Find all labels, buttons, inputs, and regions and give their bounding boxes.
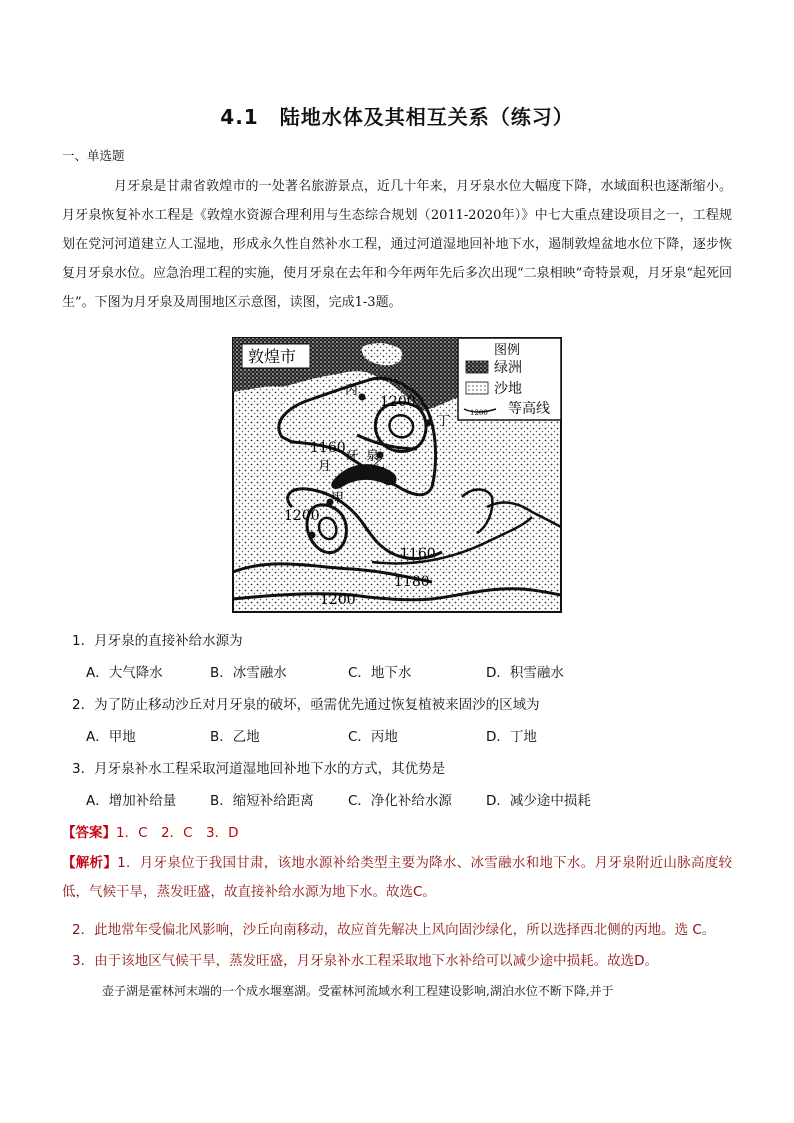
q3-option-b[interactable]: B．缩短补给距离: [210, 793, 314, 809]
legend-contour-label: 等高线: [508, 401, 550, 417]
analysis-paragraph-3: 3．由于该地区气候干旱，蒸发旺盛，月牙泉补水工程采取地下水补给可以减少途中损耗。故选D。: [72, 953, 658, 969]
legend-oasis-label: 绿洲: [494, 360, 522, 376]
contour-label-1200-top: 1200: [380, 394, 416, 410]
city-label: 敦煌市: [248, 347, 297, 366]
intro-paragraph: 月牙泉是甘肃省敦煌市的一处著名旅游景点，近几十年来，月牙泉水位大幅度下降，水域面积也逐渐缩小。月牙泉恢复补水工程是《敦煌水资源合理利用与生态综合规划（2011-2020年）》中七大重点建设项目之一，工程规划在党河河道建立人工湿地，形成永久性自然补水工程，通过河道湿地回补地下水，遏制敦煌盆地水位下降，逐步恢复月牙泉水位。应急治理工程的实施，使月牙泉在去年和今年两年先后多次出现“二泉相映”奇特景观，月牙泉“起死回生”。下图为月牙泉及周围地区示意图，读图，完成1-3题。: [62, 179, 732, 310]
question-2-stem: 2．为了防止移动沙丘对月牙泉的破坏，亟需优先通过恢复植被来固沙的区域为: [72, 697, 540, 713]
label-ya: 牙: [346, 449, 360, 464]
q3-option-c[interactable]: C．净化补给水源: [348, 793, 452, 809]
page-title: 4.1 陆地水体及其相互关系（练习）: [220, 105, 574, 129]
answer-text: 1．C 2．C 3．D: [116, 825, 239, 841]
q2-option-a[interactable]: A．甲地: [86, 729, 136, 745]
label-yue: 月: [318, 459, 332, 474]
label-jia: 甲: [331, 491, 345, 506]
label-yi: 乙: [372, 457, 386, 472]
contour-label-1180: 1180: [394, 574, 430, 590]
q3-option-a[interactable]: A．增加补给量: [86, 793, 177, 809]
contour-label-1160-top: 1160: [310, 440, 346, 456]
next-question-intro: 壶子湖是霍林河末端的一个成水堰塞湖。受霍林河流域水利工程建设影响,湖泊水位不断下降,并于: [102, 984, 614, 998]
q2-option-c[interactable]: C．丙地: [348, 729, 398, 745]
crescent-spring-map: [232, 337, 562, 613]
point-peak-lower: [309, 532, 316, 539]
q3-option-d[interactable]: D．减少途中损耗: [486, 793, 591, 809]
question-1-stem: 1．月牙泉的直接补给水源为: [72, 633, 243, 649]
contour-label-1200-bottom: 1200: [320, 592, 356, 608]
q1-option-b[interactable]: B．冰雪融水: [210, 665, 287, 681]
q1-option-a[interactable]: A．大气降水: [86, 665, 163, 681]
legend-contour-value: 1200: [470, 409, 488, 417]
question-3-stem: 3．月牙泉补水工程采取河道湿地回补地下水的方式，其优势是: [72, 761, 446, 777]
label-ding: 丁: [437, 414, 451, 429]
q1-option-c[interactable]: C．地下水: [348, 665, 412, 681]
legend-title: 图例: [494, 343, 521, 358]
q1-option-d[interactable]: D．积雪融水: [486, 665, 564, 681]
map-legend: [458, 338, 561, 420]
label-bing: 丙: [345, 383, 359, 398]
analysis-label: 【解析】: [62, 855, 118, 871]
answer-label: 【答案】: [62, 825, 116, 841]
q2-option-d[interactable]: D．丁地: [486, 729, 537, 745]
section-heading: 一、单选题: [62, 148, 125, 163]
contour-label-1160-lower: 1160: [400, 546, 436, 562]
answer-line: [62, 821, 239, 841]
point-ding: [425, 420, 432, 427]
point-bing: [359, 394, 366, 401]
analysis-paragraph-2: 2．此地常年受偏北风影响，沙丘向南移动，故应首先解决上风向固沙绿化，所以选择西北侧的丙地。选 C。: [72, 922, 716, 938]
legend-oasis-swatch: [466, 361, 488, 373]
contour-label-1200-left: 1200: [284, 508, 320, 524]
legend-sand-label: 沙地: [494, 381, 522, 397]
legend-sand-swatch: [466, 382, 488, 394]
label-quan: 泉: [366, 449, 380, 464]
analysis-paragraph-1: [62, 849, 732, 907]
analysis-text-1: 1．月牙泉位于我国甘肃，该地水源补给类型主要为降水、冰雪融水和地下水。月牙泉附近山脉高度较低，气候干旱，蒸发旺盛，故直接补给水源为地下水。故选C。: [62, 855, 733, 900]
q2-option-b[interactable]: B．乙地: [210, 729, 260, 745]
